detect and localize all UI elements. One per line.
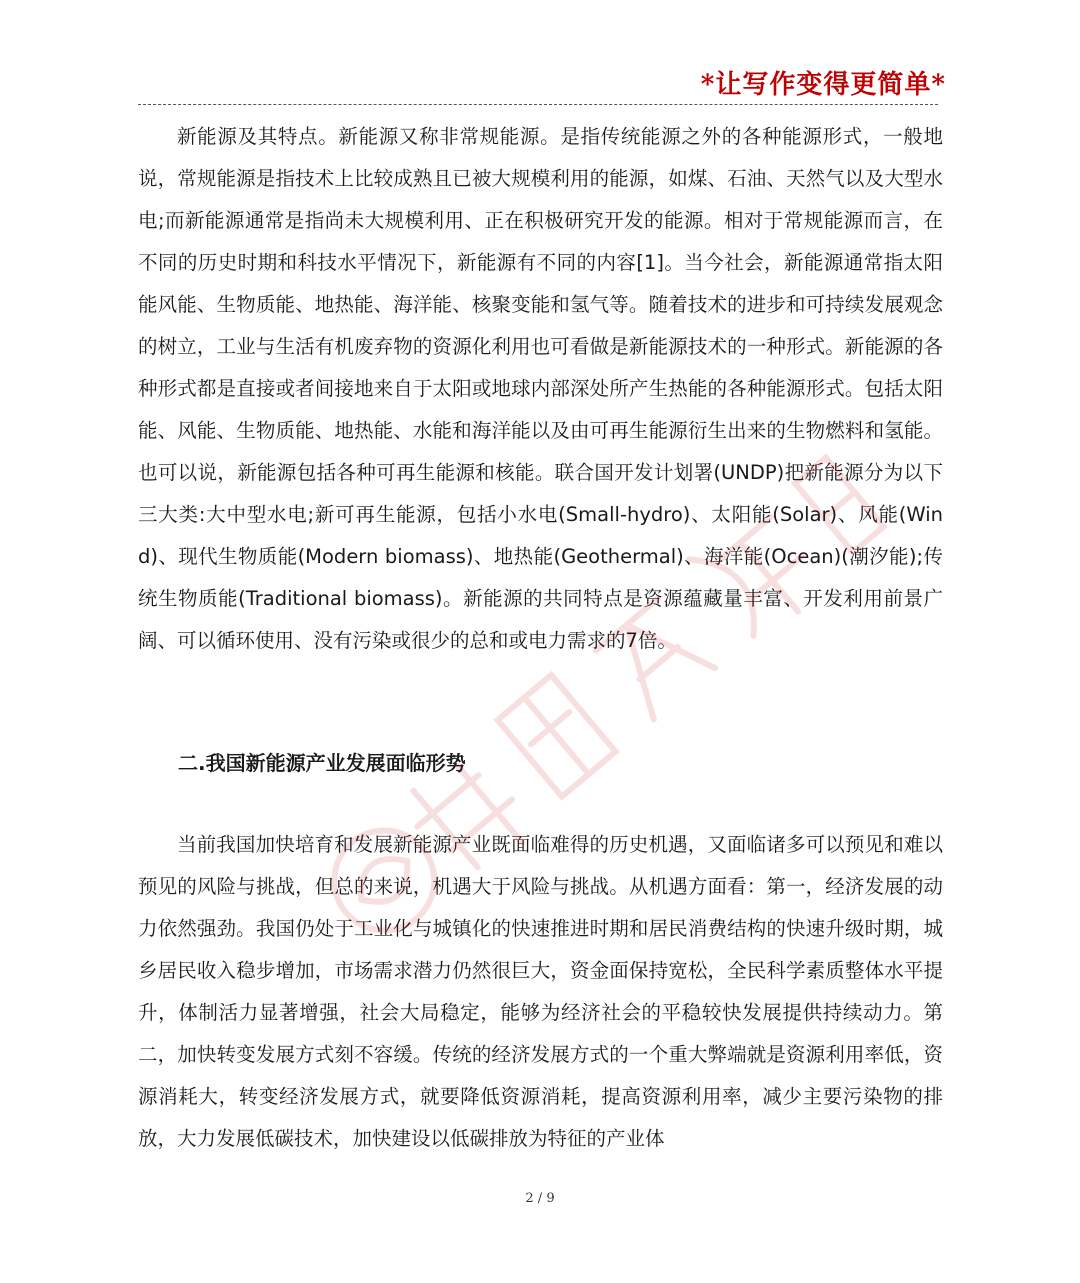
section-heading: 二.我国新能源产业发展面临形势	[178, 751, 466, 775]
header-slogan: *让写作变得更简单*	[700, 70, 946, 100]
main-content-bottom	[138, 824, 943, 1160]
header-divider	[138, 104, 938, 105]
main-content-top	[138, 116, 943, 662]
page-number: 2 / 9	[525, 1191, 555, 1206]
body-paragraph-1: 新能源及其特点。新能源又称非常规能源。是指传统能源之外的各种能源形式，一般地说，常规能源是指技术上比较成熟且已被大规模利用的能源，如煤、石油、天然气以及大型水电;而新能源通常是指尚未大规模利用、正在积极研究开发的能源。相对于常规能源而言，在不同的历史时期和科技水平情况下，新能源有不同的内容[1]。当今社会，新能源通常指太阳能风能、生物质能、地热能、海洋能、核聚变能和氢气等。随着技术的进步和可持续发展观念的树立，工业与生活有机废弃物的资源化利用也可看做是新能源技术的一种形式。新能源的各种形式都是直接或者间接地来自于太阳或地球内部深处所产生热能的各种能源形式。包括太阳能、风能、生物质能、地热能、水能和海洋能以及由可再生能源衍生出来的生物燃料和氢能。也可以说，新能源包括各种可再生能源和核能。联合国开发计划署(UNDP)把新能源分为以下三大类:大中型水电;新可再生能源，包括小水电(Small-hydro)、太阳能(Solar)、风能(Wind)、现代生物质能(Modern biomass)、地热能(Geothermal)、海洋能(Ocean)(潮汐能);传统生物质能(Traditional biomass)。新能源的共同特点是资源蕴藏量丰富、开发利用前景广阔、可以循环使用、没有污染或很少的总和或电力需求的7倍。	[138, 125, 943, 652]
body-paragraph-2: 当前我国加快培育和发展新能源产业既面临难得的历史机遇，又面临诸多可以预见和难以预见的风险与挑战，但总的来说，机遇大于风险与挑战。从机遇方面看：第一，经济发展的动力依然强劲。我国仍处于工业化与城镇化的快速推进时期和居民消费结构的快速升级时期，城乡居民收入稳步增加，市场需求潜力仍然很巨大，资金面保持宽松，全民科学素质整体水平提升，体制活力显著增强，社会大局稳定，能够为经济社会的平稳较快发展提供持续动力。第二，加快转变发展方式刻不容缓。传统的经济发展方式的一个重大弊端就是资源利用率低，资源消耗大，转变经济发展方式，就要降低资源消耗，提高资源利用率，减少主要污染物的排放，大力发展低碳技术，加快建设以低碳排放为特征的产业体	[138, 833, 943, 1150]
